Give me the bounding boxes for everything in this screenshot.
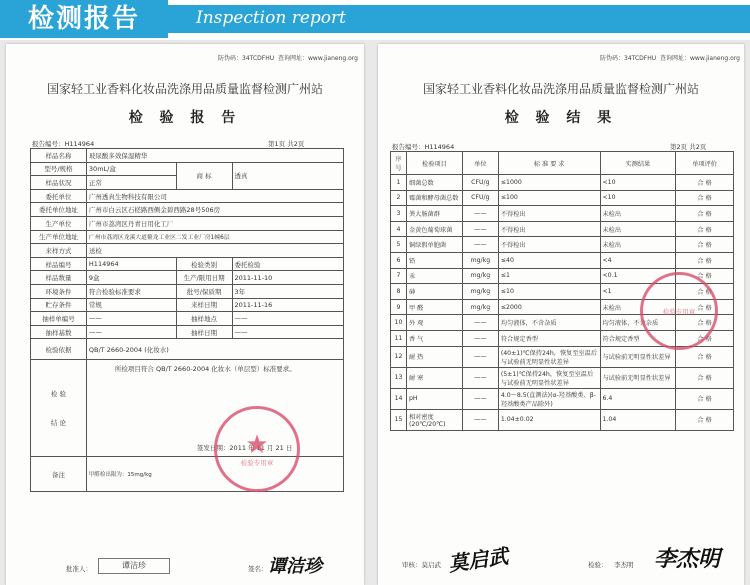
standard-requirement: ≤40 bbox=[498, 252, 600, 268]
table-row bbox=[391, 367, 734, 388]
inspector-name: 李杰明 bbox=[614, 561, 634, 569]
test-item: 汞 bbox=[406, 268, 462, 284]
table-row: 生产单位地址 广州市荔湾区龙溪大道鳌龙工业区二发工业厂房1幢6层 bbox=[31, 230, 344, 244]
evaluation: 合 格 bbox=[676, 175, 734, 191]
row-number: 7 bbox=[391, 268, 407, 284]
evaluation: 合 格 bbox=[676, 409, 734, 430]
test-item: 耐 热 bbox=[406, 346, 462, 367]
evaluation: 合 格 bbox=[676, 284, 734, 300]
evaluation: 合 格 bbox=[676, 388, 734, 409]
test-item: 甲 醛 bbox=[406, 299, 462, 315]
test-item: 相对密度(20℃/20℃) bbox=[406, 409, 462, 430]
unit: —— bbox=[462, 367, 498, 388]
table-row: 生产单位 广州市荔湾区丹青日用化工厂 bbox=[31, 216, 344, 230]
organization-name: 国家轻工业香料化妆品洗涤用品质量监督检测广州站 bbox=[422, 82, 699, 96]
column-header: 标 准 要 求 bbox=[498, 152, 600, 175]
measured-result: 未检出 bbox=[600, 299, 676, 315]
column-header: 单位 bbox=[462, 152, 498, 175]
inspection-report-page-2 bbox=[378, 44, 744, 585]
row-number: 8 bbox=[391, 284, 407, 300]
row-number: 2 bbox=[391, 190, 407, 206]
test-item: 香 气 bbox=[406, 330, 462, 346]
measured-result: 与试验前无明显性状差异 bbox=[600, 346, 676, 367]
row-number: 4 bbox=[391, 221, 407, 237]
column-header: 检验项目 bbox=[406, 152, 462, 175]
test-item: 霉菌和酵母菌总数 bbox=[406, 190, 462, 206]
standard-requirement: ≤10 bbox=[498, 284, 600, 300]
row-number: 13 bbox=[391, 367, 407, 388]
report-title: 检 验 报 告 bbox=[128, 110, 242, 126]
column-header: 单项评价 bbox=[676, 152, 734, 175]
test-item: 外 观 bbox=[406, 315, 462, 331]
table-row: 来样方式 送检 bbox=[31, 244, 344, 258]
query-url: 查询网址：www.jianeng.org bbox=[660, 55, 740, 62]
unit: CFU/g bbox=[462, 190, 498, 206]
report-title: 检 验 结 果 bbox=[504, 110, 618, 126]
measured-result: 与试验前无明显性状差异 bbox=[600, 367, 676, 388]
test-item: 铅 bbox=[406, 252, 462, 268]
table-row: 备注 甲醛检出限为：15mg/kg bbox=[31, 457, 344, 492]
query-url: 查询网址：www.jianeng.org bbox=[278, 55, 358, 62]
standard-requirement: 不得检出 bbox=[498, 237, 600, 253]
test-item: 砷 bbox=[406, 284, 462, 300]
report-number: 报告编号：H114964 bbox=[32, 140, 95, 148]
banner-title: 检测报告 bbox=[0, 0, 168, 38]
auditor-signature: 莫启武 bbox=[446, 543, 510, 577]
star-icon: ★ bbox=[245, 429, 269, 460]
standard-requirement: 1.04±0.02 bbox=[498, 409, 600, 430]
unit: mg/kg bbox=[462, 252, 498, 268]
table-row bbox=[391, 388, 734, 409]
test-item: pH bbox=[406, 388, 462, 409]
unit: —— bbox=[462, 409, 498, 430]
header-banner bbox=[0, 0, 750, 38]
standard-requirement: (5±1)℃保持24h，恢复至室温后与试验前无明显性状差异 bbox=[498, 367, 600, 388]
standard-requirement: ≤2000 bbox=[498, 299, 600, 315]
measured-result: <0.1 bbox=[600, 268, 676, 284]
standard-requirement: 4.0～8.5(直测法)(α-羟基酸类、β-羟基酸类产品除外) bbox=[498, 388, 600, 409]
test-item: 耐 寒 bbox=[406, 367, 462, 388]
evaluation: 合 格 bbox=[676, 367, 734, 388]
evaluation: 合 格 bbox=[676, 268, 734, 284]
inspection-seal: ★ 检验专用章 bbox=[214, 406, 300, 492]
measured-result: 符合规定香型 bbox=[600, 330, 676, 346]
page-number: 第2页 共2页 bbox=[670, 143, 707, 151]
auditor-label: 审核：莫启武 bbox=[402, 561, 441, 569]
evaluation: 合 格 bbox=[676, 315, 734, 331]
measured-result: <10 bbox=[600, 175, 676, 191]
evaluation: 合 格 bbox=[676, 346, 734, 367]
row-number: 11 bbox=[391, 330, 407, 346]
table-row bbox=[391, 409, 734, 430]
table-row bbox=[391, 206, 734, 222]
standard-requirement: (40±1)℃保持24h，恢复至室温后与试验前无明显性状差异 bbox=[498, 346, 600, 367]
table-row: 环境条件 符合检验标准要求 批号/保质期 3年 bbox=[31, 284, 344, 298]
measured-result: 均匀液体，不含杂质 bbox=[600, 315, 676, 331]
table-row bbox=[391, 175, 734, 191]
conclusion-text: 所检项目符合 QB/T 2660-2004 化妆水（单层型）标准要求。 bbox=[114, 365, 296, 374]
standard-requirement: 均匀液体，不含杂质 bbox=[498, 315, 600, 331]
measured-result: 6.4 bbox=[600, 388, 676, 409]
row-number: 5 bbox=[391, 237, 407, 253]
standard-requirement: 不得检出 bbox=[498, 221, 600, 237]
unit: mg/kg bbox=[462, 299, 498, 315]
report-number: 报告编号：H114964 bbox=[392, 143, 455, 151]
approver-signature: 谭洁珍 bbox=[268, 556, 322, 577]
evaluation: 合 格 bbox=[676, 237, 734, 253]
measured-result: <1 bbox=[600, 284, 676, 300]
evaluation: 合 格 bbox=[676, 221, 734, 237]
test-item: 粪大肠菌群 bbox=[406, 206, 462, 222]
inspector-label: 检验： bbox=[588, 561, 608, 569]
table-row bbox=[391, 252, 734, 268]
test-item: 铜绿假单胞菌 bbox=[406, 237, 462, 253]
inspection-seal: 检验专用章 bbox=[640, 272, 718, 350]
banner-subtitle: Inspection report bbox=[196, 8, 346, 28]
table-row: 抽样单编号 —— 抽样地点 —— bbox=[31, 312, 344, 326]
row-number: 3 bbox=[391, 206, 407, 222]
table-row: 贮存条件 常规 来样日期 2011-11-16 bbox=[31, 298, 344, 312]
table-row: 抽样基数 —— 抽样日期 —— bbox=[31, 325, 344, 339]
inspector-signature: 李杰明 bbox=[654, 546, 721, 572]
table-row: 样品编号 H114964 检验类别 委托检验 bbox=[31, 257, 344, 271]
standard-requirement: ≤100 bbox=[498, 190, 600, 206]
row-number: 6 bbox=[391, 252, 407, 268]
standard-requirement: 符合规定香型 bbox=[498, 330, 600, 346]
table-row: 样品名称 玻尿酸多效保湿精华 bbox=[31, 149, 344, 163]
table-row: 委托单位 广州透真生物科技有限公司 bbox=[31, 189, 344, 203]
anti-counterfeit-code: 防伪码：34TCDFHU bbox=[218, 55, 275, 62]
standard-requirement: ≤1000 bbox=[498, 175, 600, 191]
approver-name: 谭洁珍 bbox=[98, 558, 170, 574]
conclusion-label: 检 验 bbox=[50, 390, 66, 399]
inspection-report-page-1 bbox=[6, 44, 364, 585]
row-number: 15 bbox=[391, 409, 407, 430]
table-header-row bbox=[391, 152, 734, 175]
evaluation: 合 格 bbox=[676, 252, 734, 268]
measured-result: 未检出 bbox=[600, 206, 676, 222]
table-row: 样品状况 正常 bbox=[31, 176, 344, 190]
standard-requirement: ≤1 bbox=[498, 268, 600, 284]
measured-result: 未检出 bbox=[600, 221, 676, 237]
unit: —— bbox=[462, 315, 498, 331]
issue-date: 签发日期：2011 年 11 月 21 日 bbox=[196, 444, 293, 453]
unit: —— bbox=[462, 388, 498, 409]
unit: CFU/g bbox=[462, 175, 498, 191]
column-header: 实测结果 bbox=[600, 152, 676, 175]
row-number: 1 bbox=[391, 175, 407, 191]
unit: —— bbox=[462, 206, 498, 222]
unit: —— bbox=[462, 221, 498, 237]
table-row bbox=[391, 237, 734, 253]
evaluation: 合 格 bbox=[676, 330, 734, 346]
table-row: 委托单位地址 广州市白云区石槎路西侧金碧西路28号506房 bbox=[31, 203, 344, 217]
signature-label: 签名： bbox=[248, 565, 268, 573]
measured-result: <4 bbox=[600, 252, 676, 268]
table-row: 样品数量 9盒 生产/限用日期 2011-11-10 bbox=[31, 271, 344, 285]
measured-result: 未检出 bbox=[600, 237, 676, 253]
test-item: 金黄色葡萄球菌 bbox=[406, 221, 462, 237]
column-header: 序号 bbox=[391, 152, 407, 175]
unit: —— bbox=[462, 330, 498, 346]
unit: mg/kg bbox=[462, 284, 498, 300]
table-row: 型号/规格 30mL/盒 商 标 透真 bbox=[31, 162, 344, 176]
table-row bbox=[391, 221, 734, 237]
anti-counterfeit-code: 防伪码：34TCDFHU bbox=[600, 55, 657, 62]
measured-result: 1.04 bbox=[600, 409, 676, 430]
unit: —— bbox=[462, 237, 498, 253]
unit: —— bbox=[462, 346, 498, 367]
table-row: 检验依据 QB/T 2660-2004 (化妆水) bbox=[31, 339, 344, 360]
approver-label: 批准人： bbox=[66, 565, 92, 573]
evaluation: 合 格 bbox=[676, 299, 734, 315]
row-number: 14 bbox=[391, 388, 407, 409]
evaluation: 合 格 bbox=[676, 190, 734, 206]
measured-result: <10 bbox=[600, 190, 676, 206]
test-item: 细菌总数 bbox=[406, 175, 462, 191]
unit: mg/kg bbox=[462, 268, 498, 284]
evaluation: 合 格 bbox=[676, 206, 734, 222]
row-number: 10 bbox=[391, 315, 407, 331]
row-number: 12 bbox=[391, 346, 407, 367]
row-number: 9 bbox=[391, 299, 407, 315]
conclusion-label-2: 结 论 bbox=[50, 419, 66, 428]
page-number: 第1页 共2页 bbox=[268, 140, 305, 148]
standard-requirement: 不得检出 bbox=[498, 206, 600, 222]
organization-name: 国家轻工业香料化妆品洗涤用品质量监督检测广州站 bbox=[46, 82, 323, 96]
table-row bbox=[391, 190, 734, 206]
